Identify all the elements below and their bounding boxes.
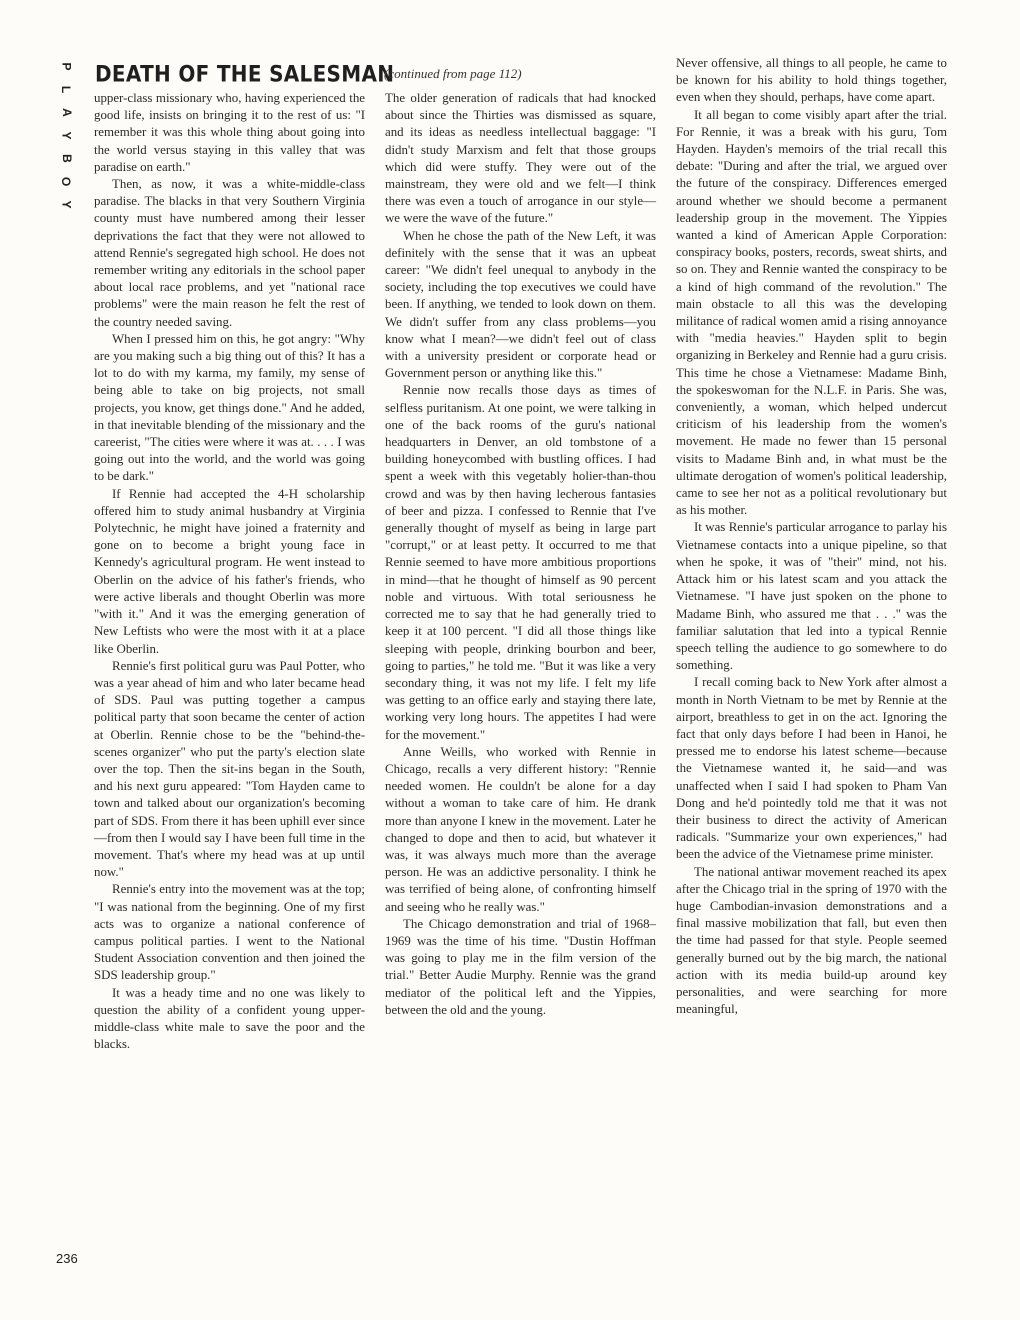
paragraph: Rennie's first political guru was Paul Potter, who was a year ahead of him and who later became head of SDS. Paul was putting together a campus political party that soon became the center of action at Oberlin. Rennie chose to be the "behind-the-scenes organizer" who put the party's election slate over the top. Then the sit-ins began in the South, and his next guru appeared: "Tom Hayden came to town and talked about our organization's becoming part of SDS. From there it has been uphill ever since—from then I would say I have been full time in the movement. That's where my head was at up until now." [94,658,365,880]
paragraph: Rennie now recalls those days as times of selfless puritanism. At one point, we were talking in one of the back rooms of the guru's national headquarters in Denver, an old tombstone of a building honeycombed with bustling offices. I had spent a week with this vegetably holier-than-thou crowd and was by then having lecherous fantasies of beer and pizza. I confessed to Rennie that I've generally thought of myself as being in large part "corrupt," or at least petty. It occurred to me that Rennie seemed to have more ambitious proportions in mind—that he thought of himself as 90 percent noble and virtuous. With total seriousness he corrected me to say that he had generally tried to keep it at 100 percent. "I did all those things like sleeping with people, drinking bourbon and beer, going to parties," he told me. "But it was like a very secondary thing, it was not my life. I felt my life was getting to an office early and staying there late, working very long hours. The appetites I had were for the movement." [385,383,656,742]
paragraph: It was a heady time and no one was likely to question the ability of a confident young upper-middle-class white male to save the poor and the blacks. [94,985,365,1052]
paragraph: When he chose the path of the New Left, it was definitely with the sense that it was an upbeat career: "We didn't feel unequal to anybody in the society, including the top executives we could have been. If anything, we tended to look down on them. We didn't suffer from any class problems—you know what I mean?—we didn't feel out of class with a university president or corporate head or Government person or anything like this." [385,228,656,381]
text-column-1 [94,90,365,1266]
paragraph: Anne Weills, who worked with Rennie in Chicago, recalls a very different history: "Rennie needed women. He couldn't be alone for a day without a woman to take care of him. He drank more than anyone I knew in the movement. Later he changed to dope and then to acid, but whatever it was, it was always much more than the average person. He was an addictive personality. I think he was terrified of being alone, of confronting himself and seeing who he really was." [385,744,656,914]
sidebar-letter: O [59,176,74,187]
paragraph: It was Rennie's particular arrogance to parlay his Vietnamese contacts into a unique pipeline, so that when he spoke, it was of "their" mind, not his. Attack him or his latest scam and you attack the Vietnamese. "I have just spoken on the phone to Madame Binh, who assured me that . . ." was the familiar salutation that led into a typical Rennie speech telling the audience to go somewhere to do something. [676,520,947,673]
paragraph: The Chicago demonstration and trial of 1968–1969 was the time of his time. "Dustin Hoffman was going to play me in the film version of the trial." Better Audie Murphy. Rennie was the grand mediator of the political left and the Yippies, between the old and the young. [385,916,656,1017]
paragraph: If Rennie had accepted the 4-H scholarship offered him to study animal husbandry at Virginia Polytechnic, he might have joined a fraternity and gone on to become a bright young face in Kennedy's agricultural program. He went instead to Oberlin on the advice of his father's friends, who were active liberals and thought Oberlin was more "with it." And it was the emerging generation of New Leftists who were the most with it at a place like Oberlin. [94,486,365,656]
page-number: 236 [56,1251,78,1266]
sidebar-letter: A [59,108,74,117]
article-title: DEATH OF THE SALESMAN [95,60,395,87]
paragraph: Then, as now, it was a white-middle-class paradise. The blacks in that very Southern Virginia county must have numbered among their lesser deprivations the fact that they were not allowed to attend Rennie's segregated high school. He does not remember writing any editorials in the school paper about local race problems, and yet "national race problems" were the main reason he felt the rest of the country needed saving. [94,177,365,329]
sidebar-letter: L [59,85,74,94]
continued-note: (continued from page 112) [384,66,522,81]
sidebar-letter: Y [59,200,74,209]
sidebar-letter: P [59,62,74,71]
paragraph: The national antiwar movement reached its apex after the Chicago trial in the spring of 1970 with the huge Cambodian-invasion demonstrations and a final massive mobilization that fall, but even then the time had passed for that style. People seemed generally burned out by the big march, the national action with its media build-up around key personalities, and were searching for more meaningful, [676,864,947,1017]
text-column-3 [676,55,947,1270]
paragraph: I recall coming back to New York after almost a month in North Vietnam to be met by Rennie at the airport, breathless to get in on the act. Ignoring the fact that only days before I had been in Hanoi, he pressed me to endorse his latest scheme—because the Vietnamese wanted it, he said—and was unaffected when I said I had spoken to Pham Van Dong and he'd pointedly told me that it was not their business to direct the activity of American radicals. "Summarize your own experiences," had been the advice of the Vietnamese prime minister. [676,675,947,862]
text-column-2 [385,90,656,1266]
paragraph: The older generation of radicals that had knocked about since the Thirties was dismissed as square, and its ideas as needless intellectual baggage: "I didn't study Marxism and felt that those groups which did were stuffy. They were out of the mainstream, they were old and we felt—I think there was even a touch of arrogance in our style—we were the wave of the future." [385,91,656,226]
sidebar-letter: B [59,154,74,163]
sidebar-letter: Y [59,131,74,140]
paragraph: It all began to come visibly apart after the trial. For Rennie, it was a break with his guru, Tom Hayden. Hayden's memoirs of the trial recall this debate: "During and after the trial, we argued over the future of the conspiracy. Differences emerged around whether we should become a permanent leadership group in the movement. The Yippies wanted a kind of American Apple Corporation: conspiracy books, posters, records, sweat shirts, and so on. They and Rennie wanted the conspiracy to be a kind of high command of the revolution." The main obstacle to all this was the developing militance of radical women amid a rising annoyance with "media heavies." Hayden split to begin organizing in Berkeley and Rennie had a guru crisis. This time he chose a Vietnamese: Madame Binh, the spokeswoman for the N.L.F. in Paris. She was, conveniently, a woman, which helped undercut criticism of his leadership from the women's movement. He made no fewer than 15 personal visits to Madame Binh and, in what must be the ultimate derogation of women's political leadership, came to see her not as a political revolutionary but as his mother. [676,107,947,518]
paragraph: Rennie's entry into the movement was at the top; "I was national from the beginning. One of my first acts was to organize a national conference of campus political parties. I went to the National Student Association convention and then joined the SDS leadership group." [94,882,365,983]
magazine-sidebar-label [55,55,77,216]
paragraph: upper-class missionary who, having experienced the good life, insists on bringing it to the rest of us: "I remember it was this whole thing about going into the world versus staying in this valley that was paradise on earth." [94,91,365,174]
paragraph: Never offensive, all things to all people, he came to be known for his ability to hold things together, even when they should, perhaps, have come apart. [676,56,947,105]
paragraph: When I pressed him on this, he got angry: "Why are you making such a big thing out of this? It has a lot to do with my karma, my family, my sense of being able to take on big projects, not small projects, you know, get things done." And he added, in that inevitable blending of the missionary and the careerist, "The cities were where it was at. . . . I was going out into the world, and the world was going to be dark." [94,331,365,484]
